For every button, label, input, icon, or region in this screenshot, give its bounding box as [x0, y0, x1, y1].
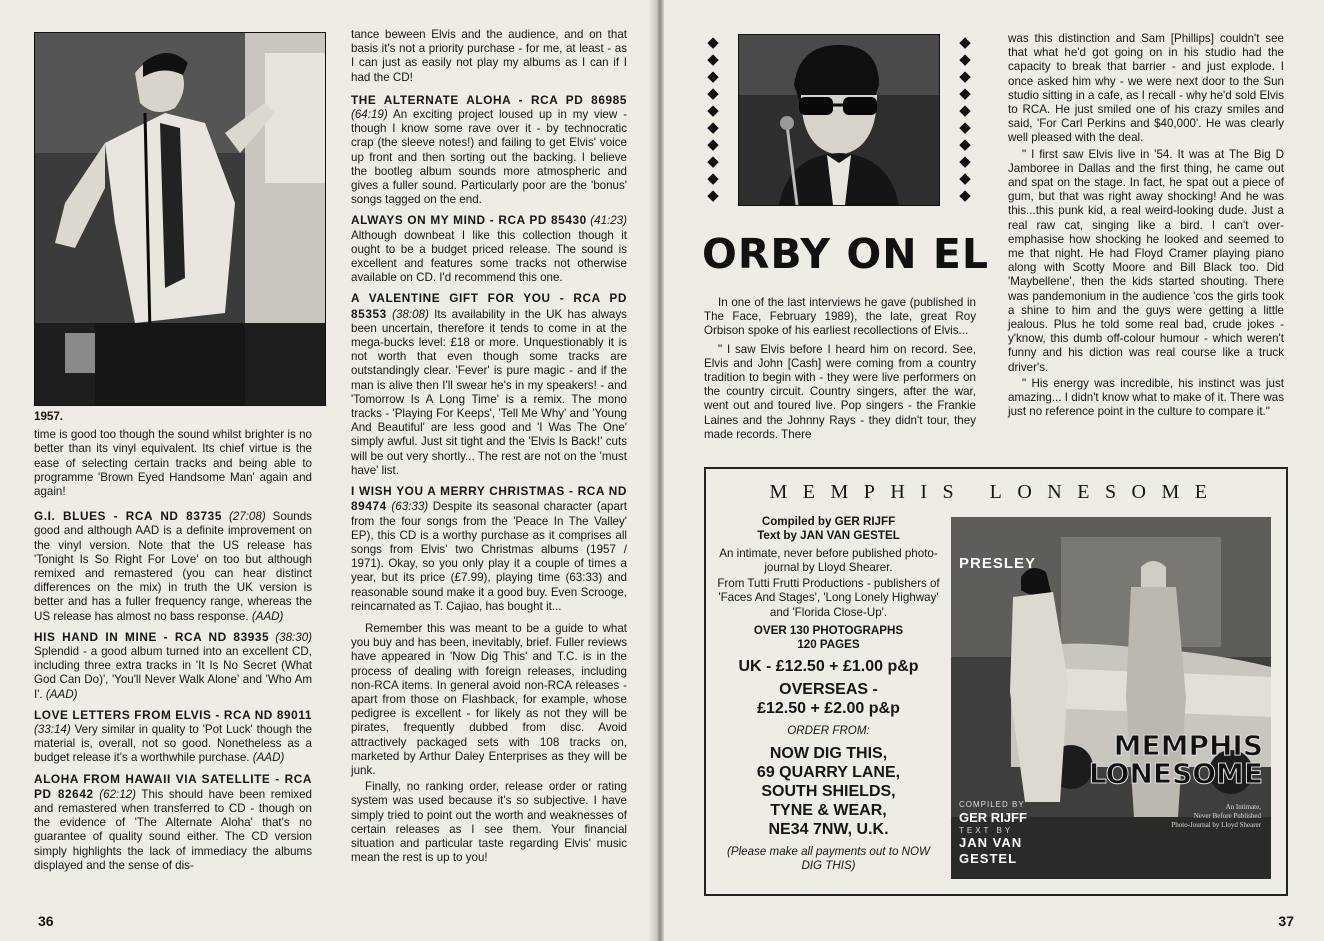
article-paragraph-2: " I first saw Elvis live in '54. It was at The Big D Jamboree in Dallas and the first thing, he came out and spat on the stage. In fact, he spat out a piece of gum, but that was right away shocking! And he was this...this punk kid, a real weird-looking dude. Just a real raw cat, singing like a bird. I can't over-emphasise how shocking he looked and seemed to me that night. He had Floyd Cramer playing piano along with Scotty Moore and Bill Black too. Did 'Maybellene', then the kids started shouting. There was pandemonium in the audience 'cos the girls took a shine to him and the guys were getting a little jealous. Plus he told some real bad, crude jokes - y'know, this dumb off-colour humour - which weren't funny and his diction was real course like a truck driver's.	[1008, 147, 1284, 374]
right-column-1	[704, 296, 976, 444]
left-column-2	[351, 28, 627, 867]
review-aloha-from-hawaii	[34, 772, 312, 873]
review-title: G.I. BLUES - RCA ND 83735	[34, 509, 222, 524]
left-column-1	[34, 410, 312, 879]
review-duration: (38:30)	[275, 630, 312, 644]
left-page	[0, 0, 656, 941]
cover-title-lonesome: LONESOME	[1088, 757, 1263, 790]
cover-name-2b: GESTEL	[959, 851, 1018, 866]
ad-address-line: NOW DIG THIS,	[769, 744, 888, 762]
ad-description-2: From Tutti Frutti Productions - publishers of 'Faces And Stages', 'Long Lonely Highway' and 'Florida Close-Up'.	[717, 577, 940, 619]
cover-name-1: GER RIJFF	[959, 810, 1027, 825]
ad-text	[716, 515, 941, 874]
roy-orbison-portrait-illustration	[739, 35, 939, 205]
closing-paragraph-1: Remember this was meant to be a guide to what you buy and has been, inevitably, brief. Fuller reviews have appeared in 'Now Dig This' and T.C. is in the process of dealing with foreign releases, including non-RCA items. In general avoid non-RCA releases - apart from those on Flashback, for example, whose pedigree is excellent - for likely as not they will be pirates, frequently dubbed from disc. Avoid attractively packaged sets with 108 tracks on, marketed by Arthur Daley Enterprises as they will be junk.	[351, 621, 627, 777]
review-gi-blues	[34, 509, 312, 624]
review-tag: (AAD)	[251, 609, 284, 623]
review-duration: (41:23)	[590, 214, 627, 228]
elvis-1957-photo	[34, 32, 326, 406]
diamond-border-right: ◆ ◆ ◆ ◆ ◆ ◆ ◆ ◆ ◆ ◆	[959, 34, 971, 204]
review-title: I WISH YOU A MERRY CHRISTMAS - RCA ND 89474	[351, 484, 627, 514]
cover-presley: PRESLEY	[959, 555, 1037, 572]
page-number-right: 37	[1278, 913, 1294, 929]
review-title: HIS HAND IN MINE - RCA ND 83935	[34, 629, 270, 644]
right-column-2	[1008, 32, 1284, 421]
ad-price-uk: UK - £12.50 + £1.00 p&p	[738, 657, 919, 675]
ad-description-1: An intimate, never before published photo-journal by Lloyd Shearer.	[719, 546, 938, 574]
ad-address-line: 69 QUARRY LANE,	[756, 763, 901, 781]
cover-blurb-1: An Intimate,	[1225, 803, 1261, 811]
article-quote-1: " I saw Elvis before I heard him on record. See, Elvis and John [Cash] were coming from a country tradition to begin with - they were live performers on the country circuit. Country singers, after the war, went out and toured live. Pop singers - the Frankie Laines and the Johnny Rays - they didn't tour, they made records. There	[704, 342, 976, 441]
book-cover	[951, 517, 1271, 879]
review-duration: (38:08)	[392, 307, 429, 321]
elvis-performing-illustration	[35, 33, 325, 405]
review-title: LOVE LETTERS FROM ELVIS - RCA ND 89011	[34, 707, 312, 722]
article-intro: In one of the last interviews he gave (published in The Face, February 1989), the late, great Roy Orbison spoke of his earliest recollections of Elvis...	[704, 296, 976, 338]
roy-orbison-photo	[738, 34, 940, 206]
closing-paragraph-2: Finally, no ranking order, release order or rating system was used because it's so subjective. I have simply tried to point out the worth and weaknesses of certain releases as I see them. Your financial situation and particular taste regarding Elvis' music mean the rest is up to you!	[351, 780, 627, 865]
review-body: Very similar in quality to 'Pot Luck' though the material is, overall, not so good. Nonetheless as a budget release it's a worthwhile purchase.	[34, 723, 312, 765]
ad-page-count: 120 PAGES	[797, 638, 860, 652]
review-always-on-my-mind	[351, 213, 627, 285]
ad-text-by: Text by JAN VAN GESTEL	[757, 529, 900, 543]
review-merry-christmas	[351, 484, 627, 614]
ad-photo-count: OVER 130 PHOTOGRAPHS	[753, 624, 904, 638]
review-title: THE ALTERNATE ALOHA - RCA PD 86985	[351, 92, 627, 107]
ad-address-line: SOUTH SHIELDS,	[761, 782, 896, 800]
review-title: ALWAYS ON MY MIND - RCA PD 85430	[351, 213, 587, 228]
ad-address-line: NE34 7NW, U.K.	[768, 820, 889, 838]
page-number-left: 36	[38, 913, 54, 929]
ad-order-from: ORDER FROM:	[787, 723, 870, 737]
ad-address-line: TYNE & WEAR,	[770, 801, 887, 819]
review-body: Although downbeat I like this collection though it ought to be a budget priced release. The sound is excellent and features some tracks not otherwise available on CD. I'd recommend this one.	[351, 228, 627, 285]
ad-price-overseas-label: OVERSEAS -	[779, 680, 878, 698]
ad-compiled-by: Compiled by GER RIJFF	[761, 515, 896, 528]
review-tag: (AAD)	[45, 687, 78, 701]
review-body: Its availability in the UK has always been uncertain, therefore it tends to come in at the mega-bucks level: £18 or more. Unquestionably it is not worth that even though some tracks are outstandingly clear. 'Fever' is pure magic - and if the man is alive then I'll swear he's in my speakers! - and 'Tomorrow Is A Long Time' is a remix. The mono tracks - 'Playing For Keeps', 'Tell Me Why' and 'Young And Beautiful' are less good and 'I Was The One' simply awful. Just sit tight and the 'Elvis Is Back!' cuts will be out very shortly... The rest are not on the 'must have' list.	[351, 307, 627, 477]
article-paragraph-3: " His energy was incredible, his instinct was just amazing... I didn't know what to make of it. There was just no reference point in the culture to compare it."	[1008, 376, 1284, 419]
cover-compiled-by: COMPILED BY	[959, 800, 1025, 809]
review-love-letters	[34, 708, 312, 766]
right-page	[664, 0, 1324, 941]
review-valentine-gift	[351, 291, 627, 478]
review-body: Splendid - a good album turned into an excellent CD, including three extra tracks in 'It Is No Secret (What God Can Do)', 'You'll Never Walk Alone' and 'Who Am I'.	[34, 645, 312, 701]
review-title: A VALENTINE GIFT FOR YOU - RCA PD 85353	[351, 291, 627, 321]
review-duration: (33:14)	[34, 723, 71, 737]
review-body: An exciting project loused up in my view - though I know some rave over it - by technocratic crap (the sleeve notes!) and failing to get Elvis' voice up front and then sorting out the backing. I believe the bootleg album sounds more atmospheric and gives a fuller sound. Particularly poor are the 'bonus' songs tagged on the end.	[351, 108, 627, 207]
ad-price-overseas: £12.50 + £2.00 p&p	[757, 699, 900, 717]
diamond-border-left: ◆ ◆ ◆ ◆ ◆ ◆ ◆ ◆ ◆ ◆	[707, 34, 719, 204]
review-title: ALOHA FROM HAWAII VIA SATELLITE - RCA PD 82642	[34, 771, 312, 801]
col1-intro: time is good too though the sound whilst brighter is no better than its vinyl equivalent. Its chief virtue is the ease of selecting certain tracks and being able to programme 'Brown Eyed Handsome Man' again and again!	[34, 428, 312, 499]
article-paragraph-continued: was this distinction and Sam [Phillips] couldn't see that what he'd got going on in his studio had the capacity to break that barrier - and just explode. I once asked him why - we were next door to the Sun studio sitting in a cafe, as I recall - why he'd sold Elvis to RCA. He just smiled one of his crazy smiles and said, 'For Carl Perkins and $40,000'. He was clearly well pleased with the deal.	[1008, 32, 1284, 145]
cover-title-memphis: MEMPHIS	[1113, 729, 1263, 762]
cover-name-2a: JAN VAN	[959, 835, 1023, 850]
review-tag: (AAD)	[252, 751, 285, 765]
article-headline: ORBY ON EL	[702, 230, 989, 278]
review-duration: (27:08)	[228, 510, 266, 524]
review-body: Sounds good and although AAD is a definite improvement on the vinyl version. Note that the US release has 'Tonight Is So Right For Love' on too but although remixed and remastered (you can hear distinct differences on the mix) in truth the UK version is better and has a fuller frequency range, whereas the US release has almost no bass response.	[34, 510, 312, 623]
review-his-hand-in-mine	[34, 630, 312, 702]
review-duration: (62:12)	[99, 787, 136, 801]
col2-intro: tance beween Elvis and the audience, and on that basis it's not a priority purchase - for me, at least - as I can just as easily not play my albums as I can if I had the CD!	[351, 28, 627, 84]
cover-blurb-2: Never Before Published	[1193, 812, 1261, 820]
cover-text-by: TEXT BY	[959, 826, 1014, 835]
review-duration: (63:33)	[391, 500, 429, 514]
ad-payment-note: (Please make all payments out to NOW DIG THIS)	[727, 844, 930, 873]
review-body: This should have been remixed and remastered when transferred to CD - though on the evidence of 'The Alternate Aloha' that's no guarantee of quality sound either. The CD version simply highlights the lack of immediacy the albums displayed and the sense of dis-	[34, 787, 312, 872]
memphis-lonesome-ad	[704, 467, 1288, 896]
review-duration: (64:19)	[351, 108, 388, 122]
review-body: Despite its seasonal character (apart from the four songs from the 'Peace In The Valley' EP), this CD is a worthy purchase as it comprises all songs from Elvis' two Christmas albums (1957 / 1971). Okay, so you only play it a couple of times a year, but its price (£7.99), playing time (63:33) and reasonable sound make it a good buy. Even Scrooge, reincarnated as T. Cajiao, has bought it...	[351, 500, 627, 613]
review-alternate-aloha	[351, 93, 627, 208]
ad-title: MEMPHIS LONESOME	[769, 481, 1223, 503]
cover-blurb-3: Photo-Journal by Lloyd Shearer	[1171, 821, 1261, 829]
photo-caption: 1957.	[34, 410, 64, 423]
